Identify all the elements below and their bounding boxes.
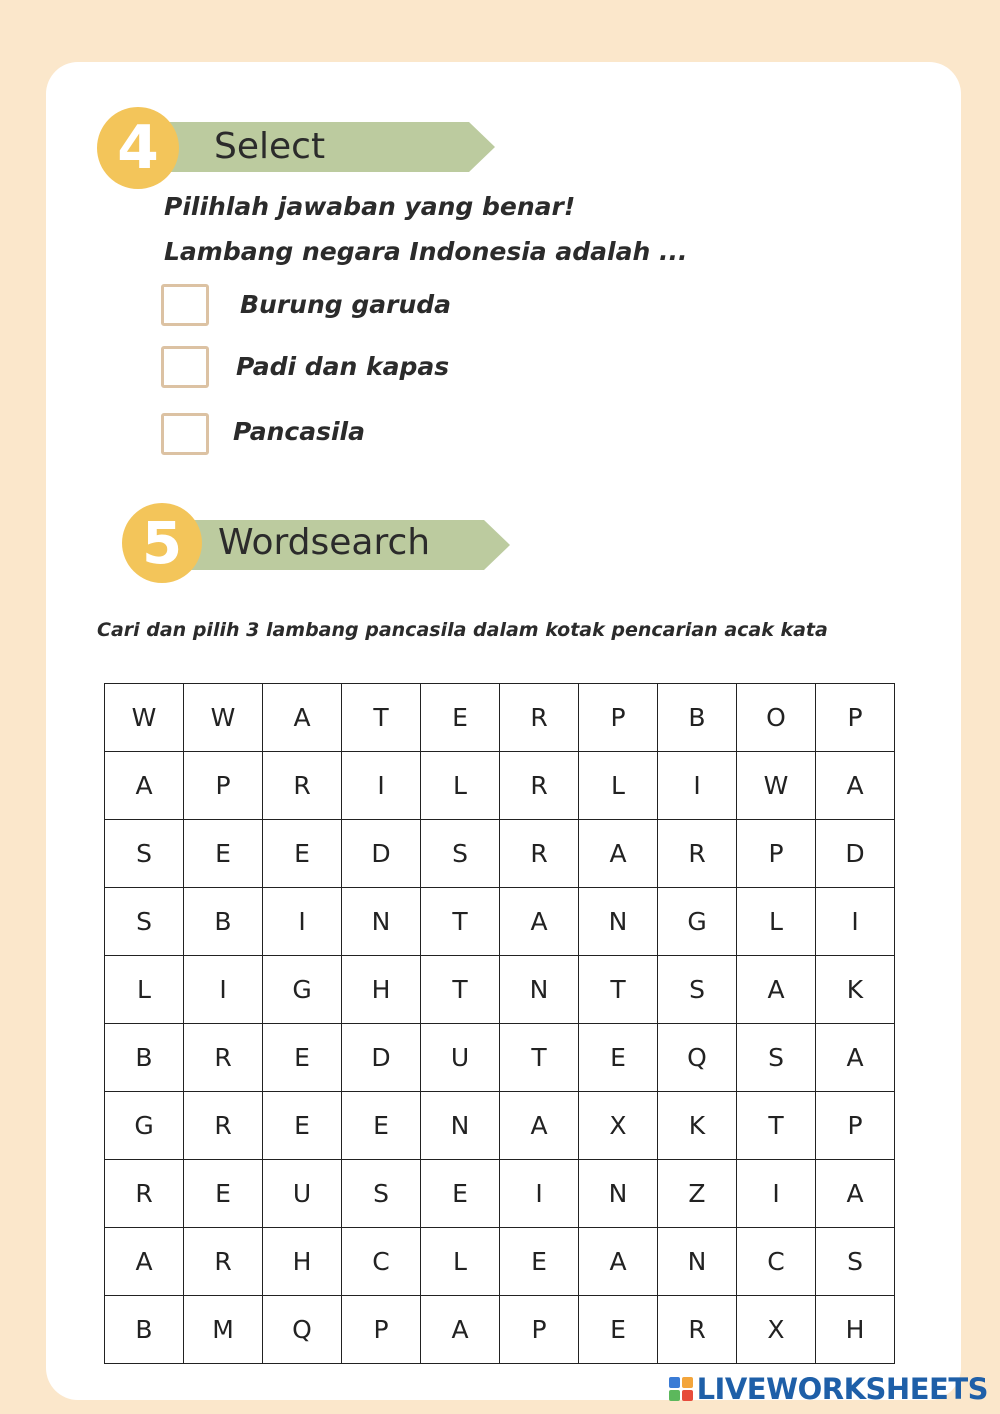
grid-cell[interactable]: X bbox=[737, 1296, 816, 1364]
grid-cell[interactable]: Q bbox=[263, 1296, 342, 1364]
grid-cell[interactable]: P bbox=[500, 1296, 579, 1364]
grid-cell[interactable]: X bbox=[579, 1092, 658, 1160]
grid-cell[interactable]: L bbox=[579, 752, 658, 820]
grid-cell[interactable]: Q bbox=[658, 1024, 737, 1092]
grid-cell[interactable]: C bbox=[737, 1228, 816, 1296]
grid-cell[interactable]: A bbox=[737, 956, 816, 1024]
grid-row bbox=[105, 1160, 895, 1228]
grid-cell[interactable]: R bbox=[500, 820, 579, 888]
grid-cell[interactable]: W bbox=[105, 684, 184, 752]
grid-cell[interactable]: R bbox=[105, 1160, 184, 1228]
grid-cell[interactable]: T bbox=[737, 1092, 816, 1160]
grid-cell[interactable]: A bbox=[500, 888, 579, 956]
grid-cell[interactable]: Z bbox=[658, 1160, 737, 1228]
grid-cell[interactable]: R bbox=[184, 1024, 263, 1092]
grid-cell[interactable]: E bbox=[500, 1228, 579, 1296]
grid-cell[interactable]: P bbox=[816, 1092, 895, 1160]
grid-cell[interactable]: T bbox=[500, 1024, 579, 1092]
grid-cell[interactable]: I bbox=[737, 1160, 816, 1228]
grid-row bbox=[105, 684, 895, 752]
grid-cell[interactable]: S bbox=[421, 820, 500, 888]
grid-cell[interactable]: H bbox=[342, 956, 421, 1024]
grid-cell[interactable]: N bbox=[658, 1228, 737, 1296]
question-text: Lambang negara Indonesia adalah ... bbox=[164, 237, 688, 266]
grid-cell[interactable]: T bbox=[421, 888, 500, 956]
grid-cell[interactable]: S bbox=[342, 1160, 421, 1228]
section4-instruction: Pilihlah jawaban yang benar! bbox=[164, 192, 576, 221]
grid-cell[interactable]: E bbox=[421, 1160, 500, 1228]
option-checkbox-burung-garuda[interactable] bbox=[161, 284, 209, 326]
grid-cell[interactable]: A bbox=[579, 1228, 658, 1296]
watermark-text: LIVEWORKSHEETS bbox=[696, 1372, 988, 1406]
grid-cell[interactable]: E bbox=[421, 684, 500, 752]
grid-cell[interactable]: L bbox=[421, 1228, 500, 1296]
grid-cell[interactable]: G bbox=[105, 1092, 184, 1160]
grid-cell[interactable]: E bbox=[342, 1092, 421, 1160]
liveworksheets-watermark bbox=[669, 1372, 988, 1406]
grid-row bbox=[105, 1296, 895, 1364]
grid-cell[interactable]: A bbox=[263, 684, 342, 752]
grid-cell[interactable]: W bbox=[184, 684, 263, 752]
grid-cell[interactable]: I bbox=[500, 1160, 579, 1228]
grid-cell[interactable]: A bbox=[105, 1228, 184, 1296]
grid-cell[interactable]: L bbox=[737, 888, 816, 956]
grid-cell[interactable]: N bbox=[579, 1160, 658, 1228]
grid-cell[interactable]: P bbox=[184, 752, 263, 820]
grid-cell[interactable]: L bbox=[105, 956, 184, 1024]
grid-row bbox=[105, 1228, 895, 1296]
grid-cell[interactable]: T bbox=[579, 956, 658, 1024]
grid-cell[interactable]: W bbox=[737, 752, 816, 820]
grid-row bbox=[105, 1092, 895, 1160]
option-label-pancasila: Pancasila bbox=[233, 417, 365, 446]
section4-title: Select bbox=[214, 126, 326, 167]
grid-cell[interactable]: R bbox=[500, 752, 579, 820]
grid-cell[interactable]: B bbox=[184, 888, 263, 956]
grid-cell[interactable]: U bbox=[263, 1160, 342, 1228]
grid-cell[interactable]: I bbox=[658, 752, 737, 820]
grid-cell[interactable]: N bbox=[421, 1092, 500, 1160]
grid-cell[interactable]: T bbox=[342, 684, 421, 752]
grid-cell[interactable]: N bbox=[342, 888, 421, 956]
grid-cell[interactable]: R bbox=[658, 1296, 737, 1364]
grid-cell[interactable]: A bbox=[816, 752, 895, 820]
option-checkbox-padi-dan-kapas[interactable] bbox=[161, 346, 209, 388]
grid-cell[interactable]: A bbox=[816, 1160, 895, 1228]
grid-cell[interactable]: H bbox=[263, 1228, 342, 1296]
wordsearch-grid bbox=[104, 683, 895, 1364]
grid-cell[interactable]: A bbox=[421, 1296, 500, 1364]
grid-row bbox=[105, 888, 895, 956]
grid-cell[interactable]: A bbox=[579, 820, 658, 888]
grid-cell[interactable]: M bbox=[184, 1296, 263, 1364]
grid-row bbox=[105, 752, 895, 820]
grid-cell[interactable]: R bbox=[658, 820, 737, 888]
grid-cell[interactable]: R bbox=[500, 684, 579, 752]
grid-cell[interactable]: D bbox=[342, 1024, 421, 1092]
grid-cell[interactable]: H bbox=[816, 1296, 895, 1364]
section4-number-badge: 4 bbox=[97, 107, 179, 189]
grid-cell[interactable]: K bbox=[816, 956, 895, 1024]
grid-cell[interactable]: P bbox=[342, 1296, 421, 1364]
grid-cell[interactable]: E bbox=[184, 820, 263, 888]
grid-cell[interactable]: E bbox=[579, 1296, 658, 1364]
grid-cell[interactable]: B bbox=[105, 1024, 184, 1092]
grid-row bbox=[105, 1024, 895, 1092]
grid-cell[interactable]: P bbox=[816, 684, 895, 752]
grid-cell[interactable]: E bbox=[263, 820, 342, 888]
liveworksheets-logo-icon bbox=[669, 1377, 693, 1401]
grid-cell[interactable]: P bbox=[579, 684, 658, 752]
grid-cell[interactable]: A bbox=[105, 752, 184, 820]
grid-cell[interactable]: P bbox=[737, 820, 816, 888]
grid-cell[interactable]: A bbox=[816, 1024, 895, 1092]
grid-cell[interactable]: B bbox=[658, 684, 737, 752]
grid-cell[interactable]: T bbox=[421, 956, 500, 1024]
grid-row bbox=[105, 820, 895, 888]
grid-cell[interactable]: S bbox=[737, 1024, 816, 1092]
grid-cell[interactable]: I bbox=[263, 888, 342, 956]
grid-cell[interactable]: E bbox=[579, 1024, 658, 1092]
option-label-burung-garuda: Burung garuda bbox=[240, 290, 452, 319]
grid-cell[interactable]: R bbox=[184, 1228, 263, 1296]
section5-instruction: Cari dan pilih 3 lambang pancasila dalam kotak pencarian acak kata bbox=[97, 619, 828, 641]
grid-cell[interactable]: O bbox=[737, 684, 816, 752]
section5-title: Wordsearch bbox=[218, 522, 431, 563]
grid-cell[interactable]: I bbox=[816, 888, 895, 956]
grid-cell[interactable]: B bbox=[105, 1296, 184, 1364]
grid-cell[interactable]: N bbox=[500, 956, 579, 1024]
grid-cell[interactable]: N bbox=[579, 888, 658, 956]
grid-cell[interactable]: D bbox=[342, 820, 421, 888]
section5-number-badge: 5 bbox=[122, 503, 202, 583]
grid-cell[interactable]: R bbox=[263, 752, 342, 820]
grid-cell[interactable]: R bbox=[184, 1092, 263, 1160]
grid-cell[interactable]: S bbox=[658, 956, 737, 1024]
grid-cell[interactable]: E bbox=[184, 1160, 263, 1228]
grid-cell[interactable]: S bbox=[105, 820, 184, 888]
grid-cell[interactable]: S bbox=[816, 1228, 895, 1296]
grid-cell[interactable]: G bbox=[263, 956, 342, 1024]
grid-cell[interactable]: S bbox=[105, 888, 184, 956]
grid-row bbox=[105, 956, 895, 1024]
option-checkbox-pancasila[interactable] bbox=[161, 413, 209, 455]
option-label-padi-dan-kapas: Padi dan kapas bbox=[236, 352, 450, 381]
grid-cell[interactable]: E bbox=[263, 1024, 342, 1092]
grid-cell[interactable]: K bbox=[658, 1092, 737, 1160]
grid-cell[interactable]: U bbox=[421, 1024, 500, 1092]
grid-cell[interactable]: G bbox=[658, 888, 737, 956]
grid-cell[interactable]: E bbox=[263, 1092, 342, 1160]
grid-cell[interactable]: I bbox=[184, 956, 263, 1024]
grid-cell[interactable]: A bbox=[500, 1092, 579, 1160]
grid-cell[interactable]: L bbox=[421, 752, 500, 820]
grid-cell[interactable]: I bbox=[342, 752, 421, 820]
grid-cell[interactable]: D bbox=[816, 820, 895, 888]
grid-cell[interactable]: C bbox=[342, 1228, 421, 1296]
